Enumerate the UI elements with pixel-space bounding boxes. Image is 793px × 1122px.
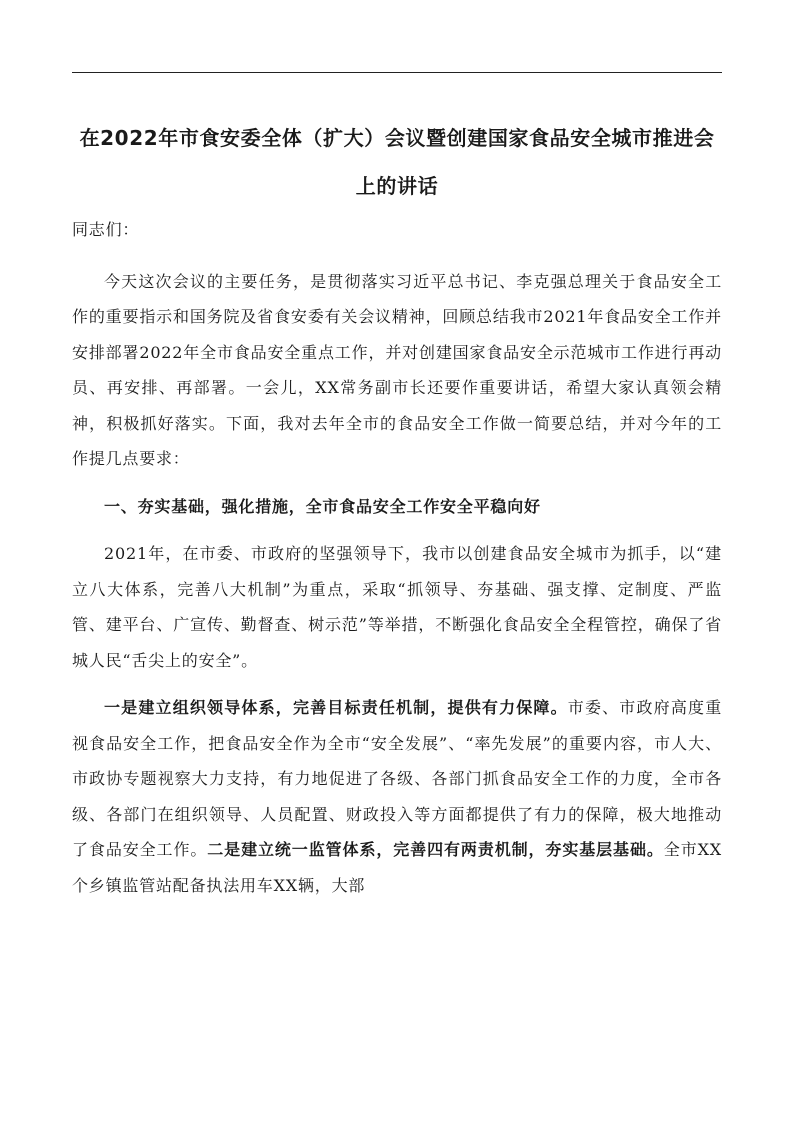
intro-paragraph: 今天这次会议的主要任务，是贯彻落实习近平总书记、李克强总理关于食品安全工作的重要指示和国务院及省食安委有关会议精神，回顾总结我市2021年食品安全工作并安排部署2022年全市食品安全重点工作，并对创建国家食品安全示范城市工作进行再动员、再安排、再部署。一会儿，XX常务副市长还要作重要讲话，希望大家认真领会精神，积极抓好落实。下面，我对去年全市的食品安全工作做一简要总结，并对今年的工作提几点要求： <box>72 271 722 468</box>
points-paragraph <box>72 690 722 903</box>
document-body <box>72 212 722 903</box>
section-heading-1: 一、夯实基础，强化措施，全市食品安全工作安全平稳向好 <box>104 496 541 516</box>
section-1-paragraph: 2021年，在市委、市政府的坚强领导下，我市以创建食品安全城市为抓手，以“建立八大体系，完善八大机制”为重点，采取“抓领导、夯基础、强支撑、定制度、严监管、建平台、广宣传、勤督查、树示范”等举措，不断强化食品安全全程管控，确保了省城人民“舌尖上的安全”。 <box>72 544 722 670</box>
point-2-text: 全市XX个乡镇监管站配备执法用车XX辆，大部 <box>72 840 722 895</box>
point-1-lead: 一是建立组织领导体系，完善目标责任机制，提供有力保障。 <box>104 698 568 717</box>
document-title: 在2022年市食安委全体（扩大）会议暨创建国家食品安全城市推进会上的讲话 <box>79 126 715 198</box>
point-1-text: 市委、市政府高度重视食品安全工作，把食品安全作为全市“安全发展”、“率先发展”的重要内容，市人大、市政协专题视察大力支持，有力地促进了各级、各部门抓食品安全工作的力度，全市各级、各部门在组织领导、人员配置、财政投入等方面都提供了有力的保障，极大地推动了食品安全工作。 <box>72 698 722 859</box>
point-2-lead: 二是建立统一监管体系，完善四有两责机制，夯实基层基础。 <box>207 840 664 859</box>
salutation: 同志们： <box>72 220 140 239</box>
header-rule <box>72 72 722 73</box>
